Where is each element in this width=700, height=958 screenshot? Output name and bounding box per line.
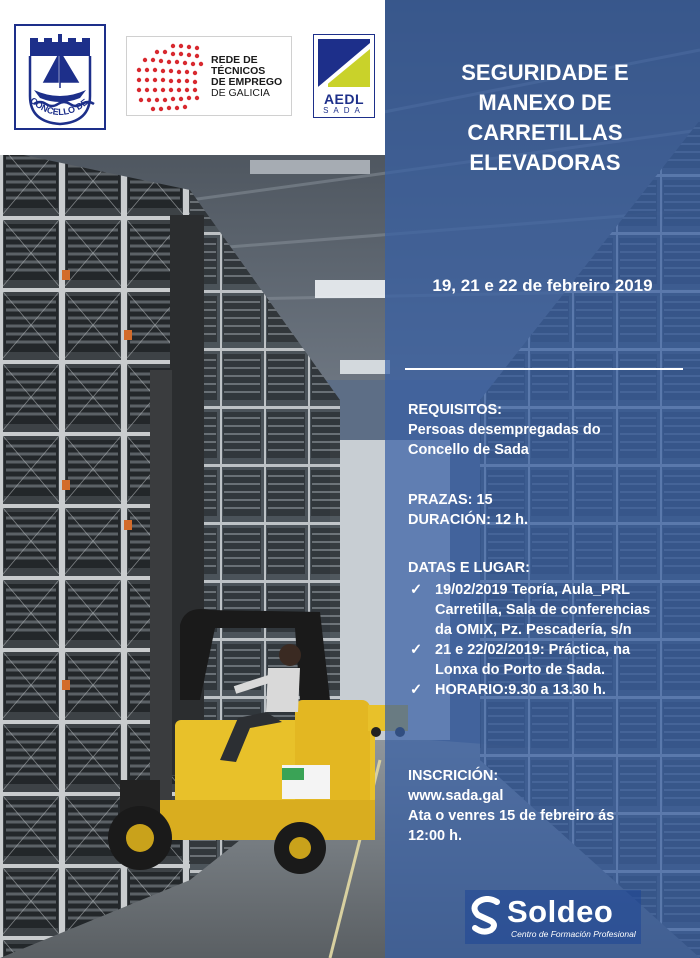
item-1-line-1: 19/02/2019 Teoría, Aula_PRL xyxy=(435,582,631,598)
aedl-main-text: AEDL xyxy=(323,91,365,107)
list-item xyxy=(410,680,650,700)
datas-heading xyxy=(408,558,530,578)
prazas-duracion-section xyxy=(408,490,528,530)
requisitos-line-2: Concello de Sada xyxy=(408,442,529,458)
course-dates: 19, 21 e 22 de febreiro 2019 xyxy=(432,276,653,295)
requisitos-heading: REQUISITOS: xyxy=(408,402,502,418)
soldeo-subtitle: Centro de Formación Profesional xyxy=(511,929,636,939)
title-line-1: SEGURIDADE E xyxy=(461,60,629,85)
prazas: PRAZAS: 15 xyxy=(408,492,493,508)
title-line-3: CARRETILLAS xyxy=(467,120,623,145)
rede-tecnicos-emprego-logo xyxy=(126,36,292,116)
rede-line-1: REDE DE xyxy=(211,54,258,66)
item-2-line-1: 21 e 22/02/2019: Práctica, na xyxy=(435,642,631,658)
rede-line-4: DE GALICIA xyxy=(211,87,270,99)
requisitos-line-1: Persoas desempregadas do xyxy=(408,422,601,438)
aedl-sada-logo xyxy=(313,34,375,118)
checkmark-icon: ✓ xyxy=(410,582,423,598)
item-1-line-2: Carretilla, Sala de conferencias xyxy=(435,602,651,618)
soldeo-s-icon xyxy=(469,896,505,938)
inscricion-section xyxy=(408,766,614,846)
checkmark-icon: ✓ xyxy=(410,642,423,658)
item-3-line-1: HORARIO:9.30 a 13.30 h. xyxy=(435,682,606,698)
aedl-emblem-icon xyxy=(314,35,374,91)
concello-logo-text: CONCELLO DE xyxy=(28,95,90,118)
aedl-sub-text: SADA xyxy=(323,106,365,115)
requisitos-section xyxy=(408,400,601,460)
inscricion-line-2: Ata o venres 15 de febreiro ás xyxy=(408,808,615,824)
divider xyxy=(405,368,683,370)
datas-list xyxy=(410,580,650,700)
rede-line-2: TÉCNICOS xyxy=(211,65,266,77)
list-item xyxy=(410,580,650,640)
inscricion-line-3: 12:00 h. xyxy=(408,828,462,844)
course-title xyxy=(390,58,700,178)
inscricion-url: www.sada.gal xyxy=(408,788,504,804)
soldeo-logo xyxy=(465,890,641,944)
title-line-2: MANEXO DE xyxy=(478,90,612,115)
title-line-4: ELEVADORAS xyxy=(469,150,621,175)
item-2-line-2: Lonxa do Porto de Sada. xyxy=(435,662,605,678)
list-item xyxy=(410,640,650,680)
rede-logo-text xyxy=(211,55,282,99)
concello-de-sada-logo xyxy=(14,24,106,130)
checkmark-icon: ✓ xyxy=(410,682,423,698)
rede-line-3: DE EMPREGO xyxy=(211,76,283,88)
inscricion-heading: INSCRICIÓN: xyxy=(408,768,499,784)
duracion: DURACIÓN: 12 h. xyxy=(408,512,529,528)
datas-heading-text: DATAS E LUGAR: xyxy=(408,560,530,576)
soldeo-word: Soldeo xyxy=(507,894,614,929)
item-1-line-3: da OMIX, Pz. Pescadería, s/n xyxy=(435,622,632,638)
dot-grid-icon xyxy=(131,38,205,116)
sailboat-icon xyxy=(16,26,104,128)
